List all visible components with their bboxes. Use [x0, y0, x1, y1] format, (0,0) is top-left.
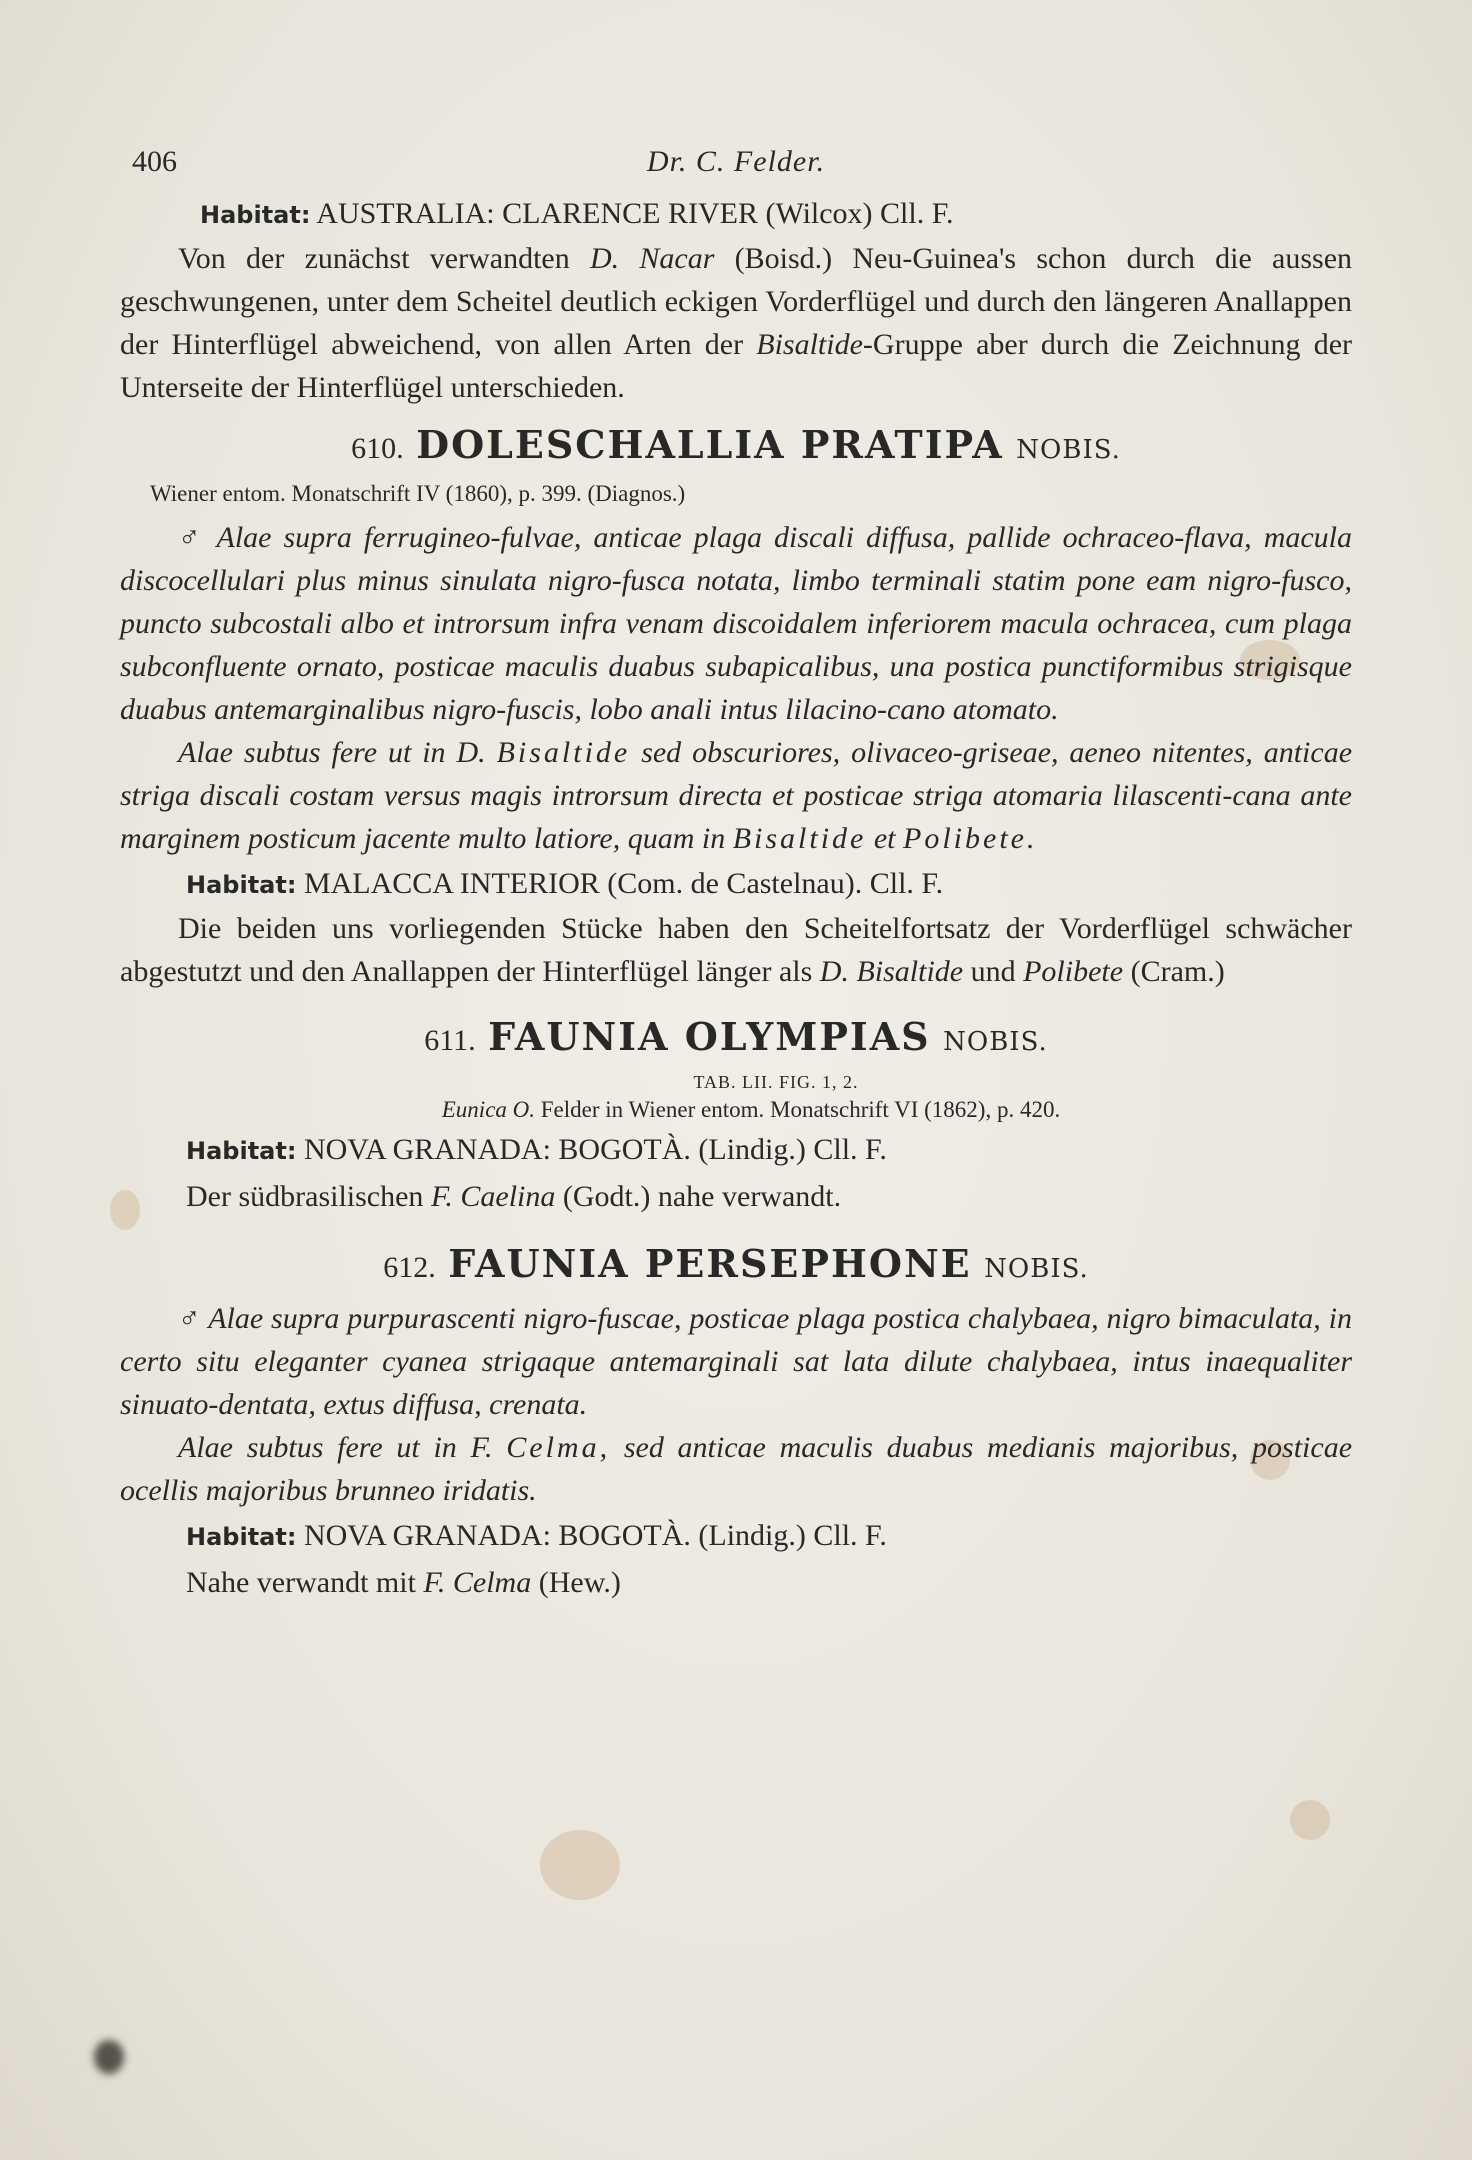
habitat-text: NOVA GRANADA: BOGOTÀ. (Lindig.) Cll. F. — [303, 1133, 887, 1166]
text-run: Alae subtus fere ut in D. — [178, 736, 486, 769]
species-heading-611 — [120, 1015, 1352, 1064]
taxon-name: F. Celma — [423, 1566, 532, 1599]
text-run: Alae subtus fere ut in F. — [178, 1431, 493, 1464]
text-run: et — [873, 822, 896, 855]
taxon-name: Bisaltide — [496, 736, 631, 769]
latin-description-upper — [120, 1297, 1352, 1426]
male-symbol-icon: ♂ — [178, 1302, 201, 1335]
male-symbol-icon: ♂ — [178, 521, 206, 554]
paragraph-note — [120, 1561, 1352, 1604]
paragraph-note — [120, 907, 1352, 993]
habitat-line — [120, 862, 1352, 907]
taxon-name: Celma, — [506, 1431, 611, 1464]
taxon-name: F. Caelina — [430, 1180, 556, 1213]
text-run: und — [970, 955, 1016, 988]
taxon-name: Bisaltide — [756, 328, 863, 361]
habitat-text: MALACCA INTERIOR (Com. de Castelnau). Cll. F. — [303, 867, 944, 900]
habitat-line — [120, 192, 1352, 237]
habitat-label: Habitat: — [186, 1523, 297, 1551]
habitat-label: Habitat: — [186, 1137, 297, 1165]
habitat-text: NOVA GRANADA: BOGOTÀ. (Lindig.) Cll. F. — [303, 1519, 887, 1552]
species-name: DOLESCHALLIA PRATIPA — [416, 422, 1004, 467]
text-run: -Gruppe aber durch die Zeichnung der Unterseite der Hinterflügel unterschieden. — [120, 328, 1352, 404]
latin-description-upper — [120, 516, 1352, 731]
taxon-name: Polibete — [1023, 955, 1124, 988]
text-run: Alae supra ferrugineo-fulvae, anticae plaga discali diffusa, pallide ochraceo-flava, macula discocellulari plus minus sinulata nigro-fusca notata, limbo terminali statim pone eam nigro-fusco, puncto subcostali albo et introrsum infra venam discoidalem inferiorem macula ochracea, cum plaga subconfluente ornato, posticae maculis duabus subapicalibus, una postica punctiformibus strigisque duabus antemarginalibus nigro-fuscis, lobo anali intus lilacino-cano atomato. — [120, 521, 1353, 726]
habitat-text: AUSTRALIA: CLARENCE RIVER (Wilcox) Cll. F. — [316, 197, 954, 230]
text-run: (Godt.) nahe verwandt. — [562, 1180, 842, 1213]
text-run: sed obscuriores, olivaceo-griseae, aeneo nitentes, anticae striga discali costam versus magis introrsum directa et posticae striga atomaria lilascenti-cana ante marginem posticum jacente multo latiore, quam in — [120, 736, 1353, 855]
text-run: Der südbrasilischen — [186, 1180, 424, 1213]
paragraph-note — [120, 1175, 1352, 1218]
text-run: (Hew.) — [538, 1566, 621, 1599]
species-heading-612 — [120, 1242, 1352, 1291]
species-number: 611. — [424, 1024, 476, 1057]
species-number: 612. — [383, 1251, 436, 1284]
habitat-label: Habitat: — [186, 871, 297, 899]
species-author: NOBIS. — [984, 1254, 1089, 1284]
text-run: sed anticae maculis duabus medianis majoribus, posticae ocellis majoribus brunneo iridatis. — [120, 1431, 1353, 1507]
page-number: 406 — [132, 145, 177, 178]
text-run: Alae supra purpurascenti nigro-fuscae, posticae plaga postica chalybaea, nigro bimaculata, in certo situ eleganter cyanea strigaque antemarginali sat lata dilute chalybaea, intus inaequaliter sinuato-dentata, extus diffusa, crenata. — [120, 1302, 1352, 1421]
foxing-stain — [540, 1830, 620, 1900]
literature-reference — [120, 1094, 1352, 1126]
running-head — [120, 140, 1352, 190]
species-heading-610 — [120, 423, 1352, 472]
running-head-author: Dr. C. Felder. — [646, 145, 826, 178]
text-run: (Cram.) — [1130, 955, 1225, 988]
habitat-line — [120, 1128, 1352, 1173]
species-name: FAUNIA OLYMPIAS — [488, 1014, 931, 1059]
page-content — [120, 140, 1352, 1604]
species-author: NOBIS. — [943, 1027, 1048, 1057]
text-run: Die beiden uns vorliegenden Stücke haben den Scheitelfortsatz der Vorderflügel schwächer abgestutzt und den Anallappen der Hinterflügel länger als — [120, 912, 1352, 988]
species-number: 610. — [351, 432, 404, 465]
habitat-line — [120, 1514, 1352, 1559]
foxing-stain — [1290, 1800, 1330, 1840]
text-run: Von der zunächst verwandten — [178, 242, 570, 275]
species-author: NOBIS. — [1016, 435, 1121, 465]
text-run: Felder in Wiener entom. Monatschrift VI (1862), p. 420. — [540, 1097, 1061, 1122]
text-run: Nahe verwandt mit — [186, 1566, 416, 1599]
habitat-label: Habitat: — [200, 201, 311, 229]
latin-description-under — [120, 1426, 1352, 1512]
text-run: (Boisd.) Neu-Guinea's schon durch die aussen geschwungenen, unter dem Scheitel deutlich eckigen Vorderflügel und durch den längeren Anallappen der Hinterflügel abweichend, von allen Arten der — [120, 242, 1353, 361]
taxon-name: Polibete. — [903, 822, 1038, 855]
latin-description-under — [120, 731, 1352, 860]
taxon-name: Bisaltide — [732, 822, 867, 855]
plate-reference: TAB. LII. FIG. 1, 2. — [693, 1072, 859, 1092]
ink-blot — [94, 2040, 124, 2074]
literature-reference: Wiener entom. Monatschrift IV (1860), p. 399. (Diagnos.) — [150, 481, 686, 506]
paragraph-comparison — [120, 237, 1352, 409]
species-name: FAUNIA PERSEPHONE — [448, 1241, 972, 1286]
taxon-name: D. Bisaltide — [819, 955, 964, 988]
taxon-name: Eunica O. — [441, 1097, 536, 1122]
taxon-name: D. Nacar — [590, 242, 715, 275]
